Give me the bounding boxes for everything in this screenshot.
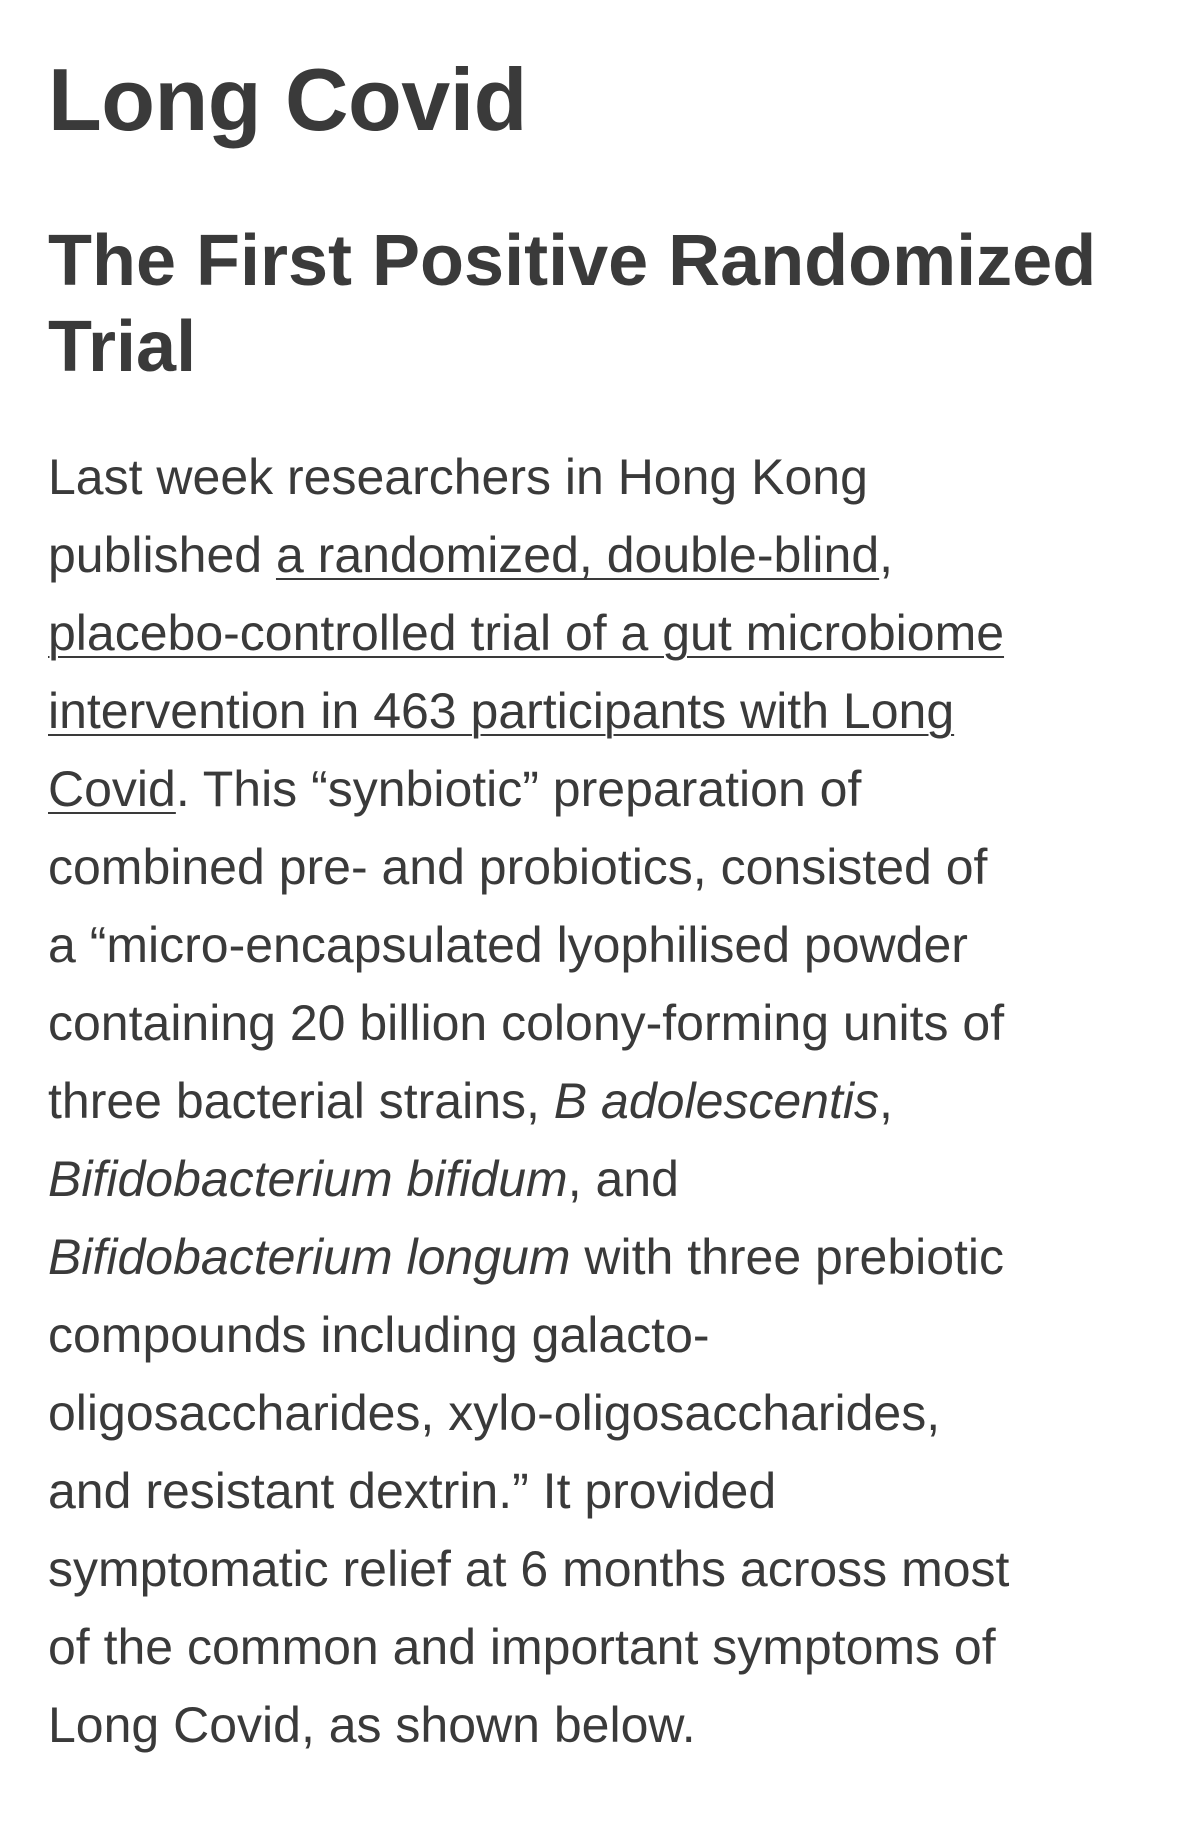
body-line: published a randomized, double-blind,: [48, 527, 894, 583]
body-line: [48, 594, 1158, 672]
trial-link[interactable]: placebo-controlled trial of a gut microbiome: [48, 605, 1005, 661]
body-line: combined pre- and probiotics, consisted of: [48, 839, 988, 895]
body-line: Covid. This “synbiotic” preparation of: [48, 761, 862, 817]
body-line: Last week researchers in Hong Kong: [48, 449, 868, 505]
body-line: symptomatic relief at 6 months across most: [48, 1541, 1010, 1597]
trial-link[interactable]: intervention in 463 participants with Long: [48, 683, 955, 739]
body-line: Bifidobacterium bifidum, and: [48, 1151, 679, 1207]
species-name: B adolescentis: [553, 1073, 879, 1129]
body-line: compounds including galacto-: [48, 1307, 710, 1363]
trial-link[interactable]: a randomized, double-blind: [275, 527, 880, 583]
species-name: Bifidobacterium bifidum: [48, 1151, 568, 1207]
body-line: Bifidobacterium longum with three prebiotic: [48, 1229, 1005, 1285]
body-line: three bacterial strains, B adolescentis,: [48, 1073, 893, 1129]
body-line: a “micro-encapsulated lyophilised powder: [48, 917, 968, 973]
body-line: of the common and important symptoms of: [48, 1619, 996, 1675]
species-name: Bifidobacterium longum: [48, 1229, 571, 1285]
body-line: [48, 672, 1158, 750]
post-title: The First Positive Randomized Trial: [48, 221, 1097, 387]
body-line: oligosaccharides, xylo-oligosaccharides,: [48, 1385, 941, 1441]
article-body: [48, 438, 1158, 1764]
body-line: Long Covid, as shown below.: [48, 1697, 696, 1753]
trial-link[interactable]: Covid: [48, 761, 176, 817]
body-line: containing 20 billion colony-forming units of: [48, 995, 1005, 1051]
section-title: Long Covid: [48, 50, 527, 149]
body-line: and resistant dextrin.” It provided: [48, 1463, 777, 1519]
